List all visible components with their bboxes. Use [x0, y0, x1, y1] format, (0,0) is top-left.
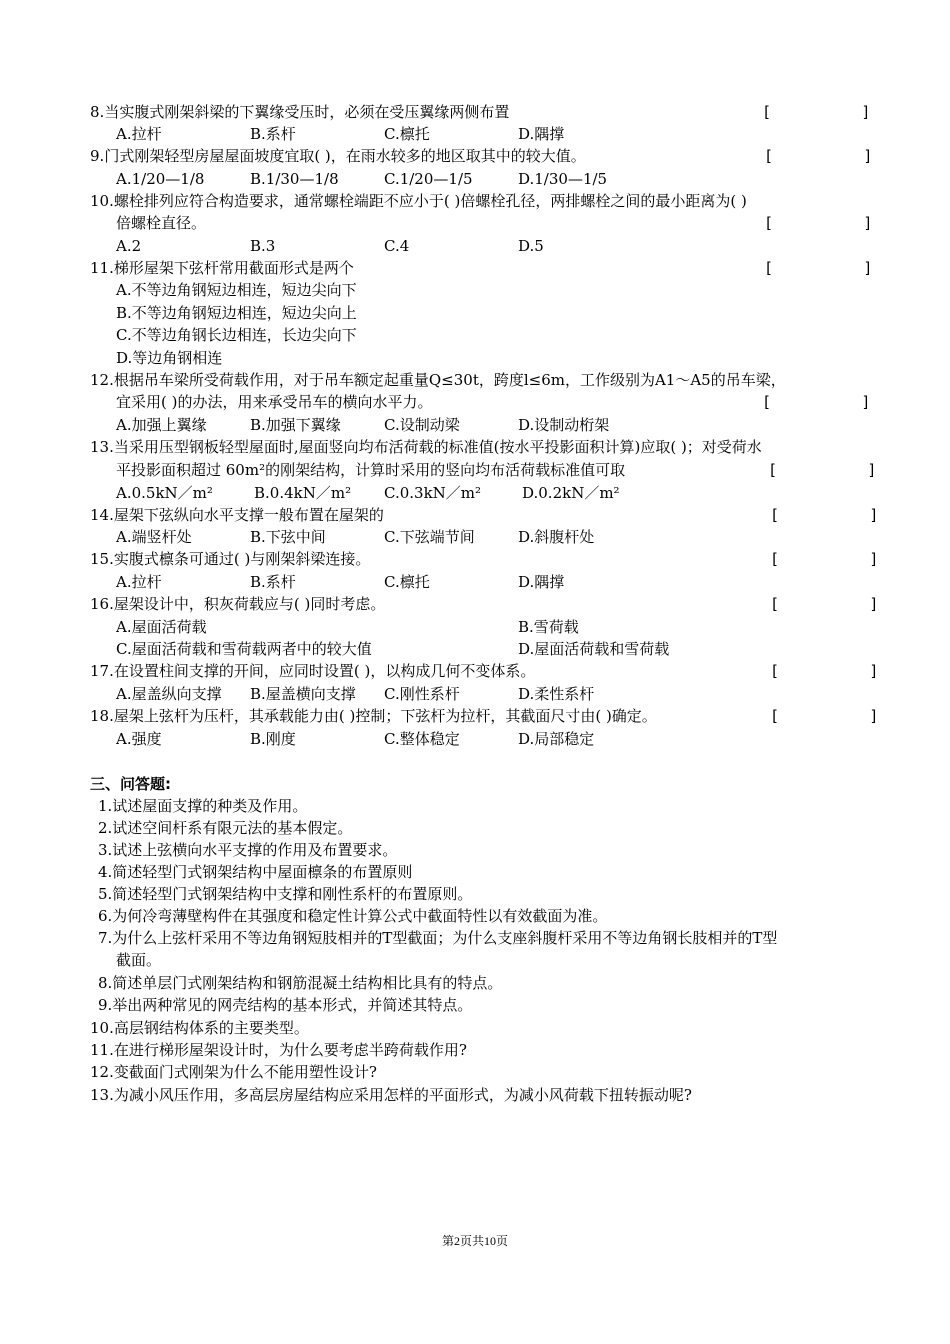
- qa-item: 10.高层钢结构体系的主要类型。: [90, 1019, 309, 1037]
- answer-bracket: [ ]: [770, 707, 879, 725]
- answer-bracket: [ ]: [764, 259, 873, 277]
- answer-bracket: [ ]: [768, 461, 877, 479]
- question-10: 10.螺栓排列应符合构造要求，通常螺栓端距不应小于( )倍螺栓孔径，两排螺栓之间的最小距离为( ): [90, 192, 747, 210]
- qa-item: 5.简述轻型门式钢架结构中支撑和刚性系杆的布置原则。: [98, 885, 473, 903]
- option-11-b: B.不等边角钢短边相连，短边尖向上: [116, 304, 357, 322]
- question-12: 12.根据吊车梁所受荷载作用，对于吊车额定起重量Q≤30t，跨度l≤6m，工作级别为A1～A5的吊车梁，: [90, 371, 786, 389]
- answer-bracket: [ ]: [770, 662, 879, 680]
- option-11-a: A.不等边角钢短边相连，短边尖向下: [116, 281, 357, 299]
- question-12-cont: 宜采用( )的办法，用来承受吊车的横向水平力。: [116, 393, 433, 411]
- document-page: 8.当实腹式刚架斜梁的下翼缘受压时，必须在受压翼缘两侧布置 [ ] A.拉杆 B.系杆 C.檩托 D.隅撑 9.门式刚架轻型房屋屋面坡度宜取( )，在雨水较多的地区取其中的较大值。 [ ] A.1/20—1/8 B.1/30—1/8 C.1/20—1/5 D.1/30—1/5 10.螺栓排列应符合构造要求，通常螺栓端距不应小于( )倍螺栓孔径，两排螺栓之间的最小距离为( ) 倍螺栓直径。 [ ] A.2 B.3 C.4 D.5 11.梯形屋架下弦杆常用截面形式是两个 [ ] A.不等边角钢短边相连，短边尖向下 B.不等边角钢短边相连，短边尖向上 C.不等边角钢长边相连，长边尖向下 D.等边角钢相连 12.根据吊车梁所受荷载作用，对于吊车额定起重量Q≤30t，跨度l≤6m，工作级别为A1～A5的吊车梁， 宜采用( )的办法，用来承受吊车的横向水平力。 [ ] A.加强上翼缘 B.加强下翼缘 C.设制动梁 D.设制动桁架 13.当采用压型钢板轻型屋面时,屋面竖向均布活荷载的标准值(按水平投影面积计算)应取( )；对受荷水 平投影面积超过 60m²的刚架结构，计算时采用的竖向均布活荷载标准值可取 [ ] A.0.5kN／m² B.0.4kN／m² C.0.3kN／m² D.0.2kN／m² 14.屋架下弦纵向水平支撑一般布置在屋架的 [ ] A.端竖杆处 B.下弦中间 C.下弦端节间 D.斜腹杆处 15.实腹式檩条可通过( )与刚架斜梁连接。 [ ] A.拉杆 B.系杆 C.檩托 D.隅撑 16.屋架设计中，积灰荷载应与( )同时考虑。 [ ] A.屋面活荷载 B.雪荷载 C.屋面活荷载和雪荷载两者中的较大值 D.屋面活荷载和雪荷载 17.在设置柱间支撑的开间，应同时设置( )，以构成几何不变体系。 [ ] A.屋盖纵向支撑 B.屋盖横向支撑 C.刚性系杆 D.柔性系杆 18.屋架上弦杆为压杆，其承载能力由( )控制；下弦杆为拉杆，其截面尺寸由( )确定。 [ ] A.强度 B.刚度 C.整体稳定 D.局部稳定 三、问答题: 1.试述屋面支撑的种类及作用。 2.试述空间杆系有限元法的基本假定。 3.试述上弦横向水平支撑的作用及布置要求。 4.简述轻型门式钢架结构中屋面檩条的布置原则 5.简述轻型门式钢架结构中支撑和刚性系杆的布置原则。 6.为何冷弯薄壁构件在其强度和稳定性计算公式中截面特性以有效截面为准。 7.为什么上弦杆采用不等边角钢短肢相并的T型截面；为什么支座斜腹杆采用不等边角钢长肢相并的T型 截面。 8.简述单层门式刚架结构和钢筋混凝土结构相比具有的特点。 9.举出两种常见的网壳结构的基本形式，并简述其特点。 10.高层钢结构体系的主要类型。 11.在进行梯形屋架设计时，为什么要考虑半跨荷载作用? 12.变截面门式刚架为什么不能用塑性设计? 13.为减小风压作用，多高层房屋结构应采用怎样的平面形式，为减小风荷载下扭转振动呢? 第2页共10页: [0, 0, 950, 1344]
- question-11: 11.梯形屋架下弦杆常用截面形式是两个: [90, 259, 354, 277]
- qa-item: 9.举出两种常见的网壳结构的基本形式，并简述其特点。: [98, 996, 473, 1014]
- answer-bracket: [ ]: [762, 103, 871, 121]
- question-15: 15.实腹式檩条可通过( )与刚架斜梁连接。: [90, 550, 371, 568]
- answer-bracket: [ ]: [764, 147, 873, 165]
- question-10-cont: 倍螺栓直径。: [116, 214, 207, 232]
- answer-bracket: [ ]: [770, 506, 879, 524]
- answer-bracket: [ ]: [770, 550, 879, 568]
- qa-item: 4.简述轻型门式钢架结构中屋面檩条的布置原则: [98, 863, 413, 881]
- question-18: 18.屋架上弦杆为压杆，其承载能力由( )控制；下弦杆为拉杆，其截面尺寸由( )确定。: [90, 707, 657, 725]
- question-16: 16.屋架设计中，积灰荷载应与( )同时考虑。: [90, 595, 386, 613]
- answer-bracket: [ ]: [762, 393, 871, 411]
- qa-item-cont: 截面。: [116, 951, 162, 969]
- qa-item: 8.简述单层门式刚架结构和钢筋混凝土结构相比具有的特点。: [98, 974, 503, 992]
- answer-bracket: [ ]: [770, 595, 879, 613]
- question-13-cont: 平投影面积超过 60m²的刚架结构，计算时采用的竖向均布活荷载标准值可取: [116, 461, 626, 479]
- qa-item: 2.试述空间杆系有限元法的基本假定。: [98, 819, 353, 837]
- section-title: 三、问答题:: [90, 775, 171, 793]
- qa-item: 6.为何冷弯薄壁构件在其强度和稳定性计算公式中截面特性以有效截面为准。: [98, 907, 608, 925]
- option-11-d: D.等边角钢相连: [116, 349, 223, 367]
- qa-item: 1.试述屋面支撑的种类及作用。: [98, 797, 308, 815]
- qa-item: 13.为减小风压作用，多高层房屋结构应采用怎样的平面形式，为减小风荷载下扭转振动呢?: [90, 1086, 692, 1104]
- page-footer: 第2页共10页: [441, 1234, 508, 1248]
- qa-item: 3.试述上弦横向水平支撑的作用及布置要求。: [98, 841, 398, 859]
- qa-item: 7.为什么上弦杆采用不等边角钢短肢相并的T型截面；为什么支座斜腹杆采用不等边角钢长肢相并的T型: [98, 929, 778, 947]
- answer-bracket: [ ]: [764, 214, 873, 232]
- question-9: 9.门式刚架轻型房屋屋面坡度宜取( )，在雨水较多的地区取其中的较大值。: [90, 147, 586, 165]
- option-11-c: C.不等边角钢长边相连，长边尖向下: [116, 326, 357, 344]
- question-13: 13.当采用压型钢板轻型屋面时,屋面竖向均布活荷载的标准值(按水平投影面积计算)应取( )；对受荷水: [90, 438, 762, 456]
- qa-item: 12.变截面门式刚架为什么不能用塑性设计?: [90, 1063, 377, 1081]
- question-17: 17.在设置柱间支撑的开间，应同时设置( )，以构成几何不变体系。: [90, 662, 536, 680]
- question-8: 8.当实腹式刚架斜梁的下翼缘受压时，必须在受压翼缘两侧布置: [90, 103, 510, 121]
- qa-item: 11.在进行梯形屋架设计时，为什么要考虑半跨荷载作用?: [90, 1041, 467, 1059]
- question-14: 14.屋架下弦纵向水平支撑一般布置在屋架的: [90, 506, 384, 524]
